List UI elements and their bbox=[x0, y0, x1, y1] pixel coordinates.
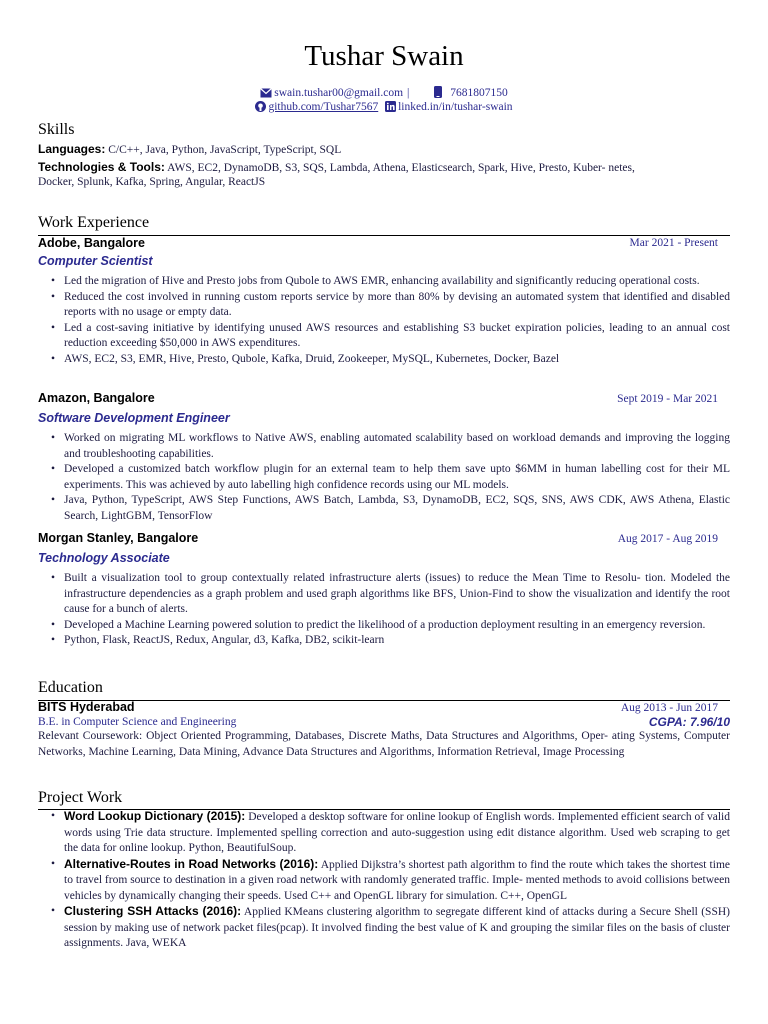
list-item: • Python, Flask, ReactJS, Redux, Angular, d3, Kafka, DB2, scikit-learn bbox=[38, 633, 730, 649]
list-item: • Led a cost-saving initiative by identifying unused AWS resources and establishing S3 bucket expiration policies, leading to an annual cost reduction exceeding $50,000 in AWS expenditures. bbox=[38, 321, 730, 352]
education-date: Aug 2013 - Jun 2017 bbox=[620, 702, 718, 714]
list-item: • Developed a customized batch workflow plugin for an external team to help them save upto $6MM in human labelling cost for their ML experiments. This was achieved by auto labelling high confidence records using our ML models. bbox=[38, 462, 730, 493]
tools-value-1: AWS, EC2, DynamoDB, S3, SQS, Lambda, Athena, Elasticsearch, Spark, Hive, Presto, Kuber- netes, bbox=[167, 162, 635, 174]
project-desc: Applied Dijkstra’s shortest path algorithm to find the route which takes the shortest time to travel from source to destination in a given road network with randomly generated traffic. Imple- mented methods to avoid collisions between vehicles by dynamically changing their speeds. Used C++ and OpenGL library for simulation. C++, OpenGL bbox=[64, 858, 730, 902]
languages-value: C/C++, Java, Python, JavaScript, TypeScript, SQL bbox=[108, 144, 342, 156]
languages-label: Languages: bbox=[38, 142, 106, 156]
project-desc: Developed a desktop software for online lookup of English words. Implemented efficient search of valid words using Trie data structure. Implemented spelling correction and auto-suggestion using edit distance algorithm. Used web scraping to get the data for online lookup. Python, BeautifulSoup. bbox=[64, 811, 731, 854]
list-item: • Worked on migrating ML workflows to Native AWS, enabling automated scalability based on workload demands and improving the logging and troubleshooting capabilities. bbox=[38, 431, 730, 462]
phone-number[interactable]: 7681807150 bbox=[450, 87, 508, 99]
skills-section-title: Skills bbox=[38, 121, 75, 138]
job-date: Mar 2021 - Present bbox=[629, 237, 718, 249]
project-name: Clustering SSH Attacks (2016): bbox=[64, 904, 242, 918]
candidate-name: Tushar Swain bbox=[304, 40, 464, 72]
job-role: Computer Scientist bbox=[38, 254, 153, 268]
list-item: • Reduced the cost involved in running custom reports service by more than 80% by devising an automated system that identified and disabled reports with no usage or empty data. bbox=[38, 290, 730, 321]
projects-section-title: Project Work bbox=[38, 789, 123, 806]
job-company: Morgan Stanley, Bangalore bbox=[38, 531, 199, 545]
job-role: Technology Associate bbox=[38, 551, 170, 565]
job-company: Amazon, Bangalore bbox=[38, 391, 155, 405]
github-link[interactable]: github.com/Tushar7567 bbox=[268, 101, 379, 113]
tools-line-2: Docker, Splunk, Kafka, Spring, Angular, ReactJS bbox=[38, 176, 266, 188]
contact-separator: | bbox=[407, 87, 410, 99]
linkedin-link[interactable]: linked.in/in/tushar-swain bbox=[398, 101, 513, 113]
project-list bbox=[38, 809, 730, 952]
job-company: Adobe, Bangalore bbox=[38, 236, 145, 250]
languages-line bbox=[38, 142, 730, 159]
list-item bbox=[38, 904, 730, 952]
job-bullets bbox=[38, 571, 730, 649]
coursework: Relevant Coursework: Object Oriented Programming, Databases, Discrete Maths, Data Structures and Algorithms, Oper- ating Systems, Computer Networks, Machine Learning, Data Mining, Advance Data Structures and Algorithms, Information Retrieval, Image Processing bbox=[38, 730, 730, 758]
list-item: • Led the migration of Hive and Presto jobs from Qubole to AWS EMR, enhancing availability and significantly reducing operational costs. bbox=[38, 274, 730, 290]
list-item: • Developed a Machine Learning powered solution to predict the likelihood of a production deployment resulting in an emergency reversion. bbox=[38, 618, 730, 634]
project-desc: Applied KMeans clustering algorithm to segregate different kind of attacks during a Secure Shell (SSH) session by making use of network packet files(pcap). It involved finding the best value of K and grouping the similar files on the basis of cluster assignments. Java, WEKA bbox=[64, 906, 730, 949]
list-item bbox=[38, 809, 730, 857]
cgpa: CGPA: 7.96/10 bbox=[648, 715, 730, 729]
school-name: BITS Hyderabad bbox=[38, 700, 135, 714]
resume-page bbox=[38, 0, 730, 1024]
job-date: Aug 2017 - Aug 2019 bbox=[617, 533, 718, 545]
degree: B.E. in Computer Science and Engineering bbox=[38, 716, 237, 728]
email-link[interactable]: swain.tushar00@gmail.com bbox=[274, 87, 404, 99]
list-item bbox=[38, 857, 730, 905]
github-icon bbox=[255, 101, 266, 116]
tools-label: Technologies & Tools: bbox=[38, 160, 165, 174]
education-section-title: Education bbox=[38, 679, 103, 696]
project-name: Alternative-Routes in Road Networks (2016): bbox=[64, 856, 319, 871]
list-item: • AWS, EC2, S3, EMR, Hive, Presto, Qubole, Kafka, Druid, Zookeeper, MySQL, Kubernetes, Docker, Bazel bbox=[38, 352, 730, 368]
project-name: Word Lookup Dictionary (2015): bbox=[64, 809, 246, 823]
linkedin-icon bbox=[385, 101, 396, 116]
work-section-title: Work Experience bbox=[38, 214, 150, 231]
contact-row-2 bbox=[38, 100, 730, 116]
job-bullets bbox=[38, 431, 730, 524]
job-date: Sept 2019 - Mar 2021 bbox=[617, 393, 718, 405]
job-bullets bbox=[38, 274, 730, 367]
list-item: • Built a visualization tool to group contextually related infrastructure alerts (issues) to reduce the Mean Time to Resolu- tion. Modeled the infrastructure dependencies as a graph problem and used graph algorithms like BFS, Union-Find to show the visualization and identify the root cause for a bunch of alerts. bbox=[38, 571, 730, 618]
job-role: Software Development Engineer bbox=[38, 411, 230, 425]
list-item: • Java, Python, TypeScript, AWS Step Functions, AWS Batch, Lambda, S3, DynamoDB, EC2, SQS, SNS, AWS CDK, AWS Athena, Elastic Search, LightGBM, TensorFlow bbox=[38, 493, 730, 524]
